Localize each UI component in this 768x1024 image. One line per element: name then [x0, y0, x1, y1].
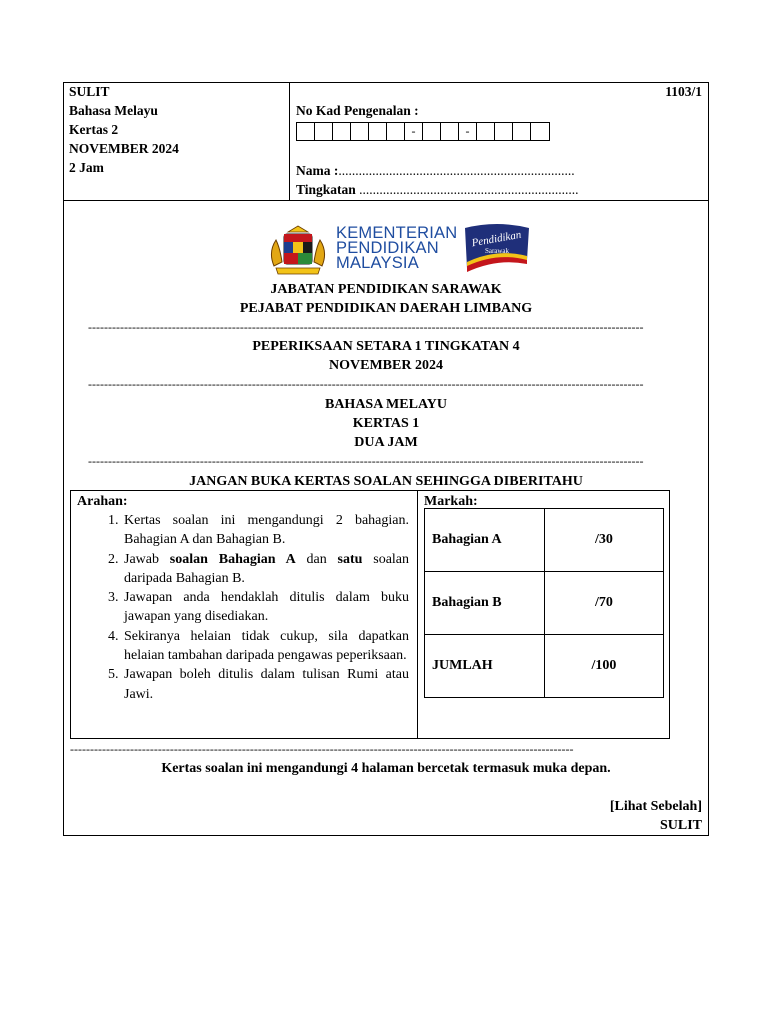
separator-3: -------------------------------------------------------------------------------------------------------------------------------------------: [88, 455, 644, 467]
ic-digit-box[interactable]: [315, 123, 333, 140]
footer-separator: ------------------------------------------------------------------------------------------------------------------------------: [70, 743, 574, 755]
ic-number-boxes[interactable]: [296, 122, 550, 141]
ic-digit-box[interactable]: [477, 123, 495, 140]
marks-value: /70: [545, 572, 664, 635]
pendidikan-sarawak-badge-icon: [463, 222, 531, 274]
exam-month: NOVEMBER 2024: [329, 358, 443, 373]
ic-digit-box[interactable]: [387, 123, 405, 140]
marks-row: [425, 509, 664, 572]
duration-title: DUA JAM: [354, 435, 418, 450]
header-subject: Bahasa Melayu: [69, 103, 158, 118]
ic-digit-box[interactable]: [495, 123, 513, 140]
instruction-item: 1. Kertas soalan ini mengandungi 2 bahagian. Bahagian A dan Bahagian B.: [122, 511, 409, 550]
malaysia-coat-of-arms-icon: [266, 222, 330, 278]
marks-label: JUMLAH: [425, 635, 545, 698]
marks-label: Bahagian A: [425, 509, 545, 572]
separator-2: -------------------------------------------------------------------------------------------------------------------------------------------: [88, 378, 644, 390]
ic-digit-box[interactable]: [297, 123, 315, 140]
instructions-list: [78, 511, 409, 704]
ic-digit-box[interactable]: [513, 123, 531, 140]
marks-row: [425, 635, 664, 698]
name-label: Nama :: [296, 163, 339, 178]
exam-title: PEPERIKSAAN SETARA 1 TINGKATAN 4: [252, 339, 520, 354]
ministry-line3: MALAYSIA: [336, 254, 419, 272]
ic-digit-box[interactable]: [369, 123, 387, 140]
marks-value: /100: [545, 635, 664, 698]
form-field[interactable]: [296, 180, 579, 199]
badge-top-text: Pendidikan: [470, 228, 523, 250]
marks-heading: Markah:: [424, 494, 478, 509]
header-duration: 2 Jam: [69, 160, 104, 175]
ic-digit-box[interactable]: [423, 123, 441, 140]
turn-page-note: [Lihat Sebelah]: [609, 799, 702, 814]
ministry-logo: [336, 226, 457, 271]
ic-digit-box[interactable]: [351, 123, 369, 140]
ministry-line2: PENDIDIKAN: [336, 239, 439, 257]
instruction-item: 3. Jawapan anda hendaklah ditulis dalam buku jawapan yang disediakan.: [122, 588, 409, 627]
instruction-item: 4. Sekiranya helaian tidak cukup, sila dapatkan helaian tambahan daripada pengawas peperiksaan.: [122, 627, 409, 666]
form-dots: .................................................................: [359, 182, 579, 197]
subject-title: BAHASA MELAYU: [324, 397, 447, 412]
box-column-divider: [417, 490, 418, 739]
instruction-item: 2. Jawab soalan Bahagian A dan satu soalan daripada Bahagian B.: [122, 550, 409, 589]
paper-code: 1103/1: [665, 84, 702, 99]
dept-title: JABATAN PENDIDIKAN SARAWAK: [270, 282, 502, 297]
separator-1: -------------------------------------------------------------------------------------------------------------------------------------------: [88, 321, 644, 333]
header-column-divider: [289, 82, 290, 200]
header-sulit: SULIT: [69, 84, 110, 99]
ic-digit-box: -: [405, 123, 423, 140]
warning-title: JANGAN BUKA KERTAS SOALAN SEHINGGA DIBERITAHU: [189, 474, 583, 489]
marks-row: [425, 572, 664, 635]
office-title: PEJABAT PENDIDIKAN DAERAH LIMBANG: [239, 301, 533, 316]
header-paper: Kertas 2: [69, 122, 119, 137]
instructions-heading: Arahan:: [77, 494, 128, 509]
ic-digit-box: -: [459, 123, 477, 140]
ic-digit-box[interactable]: [333, 123, 351, 140]
header-session: NOVEMBER 2024: [69, 141, 179, 156]
ic-label: No Kad Pengenalan :: [296, 103, 419, 118]
form-label: Tingkatan: [296, 182, 356, 197]
marks-table: [424, 508, 664, 698]
instruction-item: 5. Jawapan boleh ditulis dalam tulisan Rumi atau Jawi.: [122, 665, 409, 704]
ministry-line1: KEMENTERIAN: [336, 224, 458, 242]
badge-bottom-text: Sarawak: [484, 247, 510, 255]
marks-label: Bahagian B: [425, 572, 545, 635]
ic-digit-box[interactable]: [441, 123, 459, 140]
name-field[interactable]: [296, 161, 575, 180]
pages-note: Kertas soalan ini mengandungi 4 halaman bercetak termasuk muka depan.: [161, 761, 611, 776]
marks-value: /30: [545, 509, 664, 572]
header-divider: [63, 200, 709, 201]
ic-digit-box[interactable]: [531, 123, 549, 140]
footer-sulit: SULIT: [659, 818, 702, 833]
paper-title: KERTAS 1: [352, 416, 420, 431]
name-dots: ......................................................................: [338, 163, 575, 178]
